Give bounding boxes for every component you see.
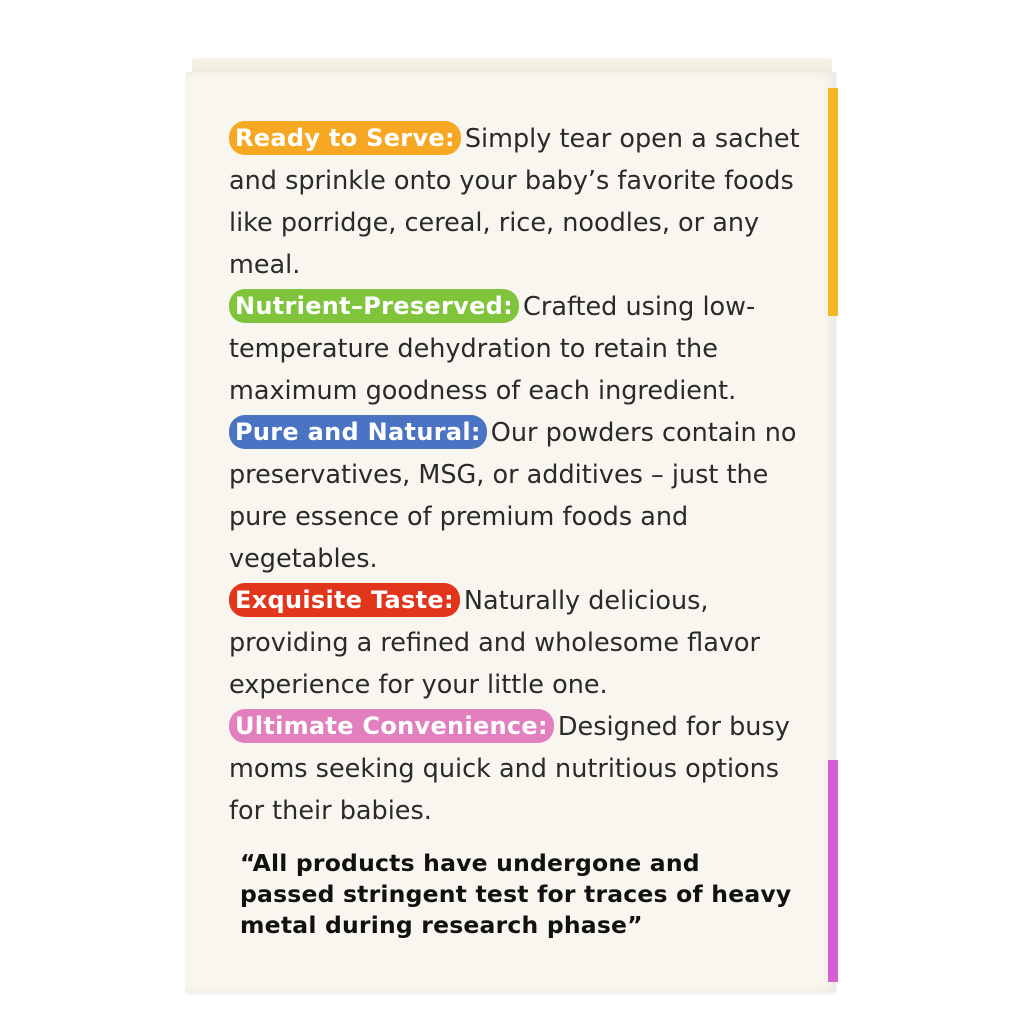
box-edge-yellow [828,88,838,316]
feature-text: Designed for busy moms seeking quick and nutritious options for their babies. [229,712,790,826]
feature-text: Our powders contain no preservatives, MSG, or additives – just the pure essence of premium foods and vegetables. [229,418,797,574]
feature-text: Crafted using low-temperature dehydration to retain the maximum goodness of each ingredient. [229,292,756,406]
feature-ready-to-serve [229,118,809,286]
feature-pure-and-natural [229,412,809,580]
heavy-metal-quote: “All products have undergone and passed stringent test for traces of heavy metal during research phase” [240,849,792,939]
feature-label-badge: Ultimate Convenience: [229,709,554,743]
feature-label-badge: Nutrient–Preserved: [229,289,519,323]
feature-text: Simply tear open a sachet and sprinkle onto your baby’s favorite foods like porridge, cereal, rice, noodles, or any meal. [229,124,800,280]
feature-exquisite-taste [229,580,809,706]
box-edge-pink [828,760,838,982]
feature-text: Naturally delicious, providing a refined and wholesome flavor experience for your little one. [229,586,761,700]
feature-label-badge: Exquisite Taste: [229,583,460,617]
feature-label-badge: Pure and Natural: [229,415,487,449]
feature-list [229,118,809,832]
feature-ultimate-convenience [229,706,809,832]
feature-label-badge: Ready to Serve: [229,121,461,155]
feature-nutrient-preserved [229,286,809,412]
